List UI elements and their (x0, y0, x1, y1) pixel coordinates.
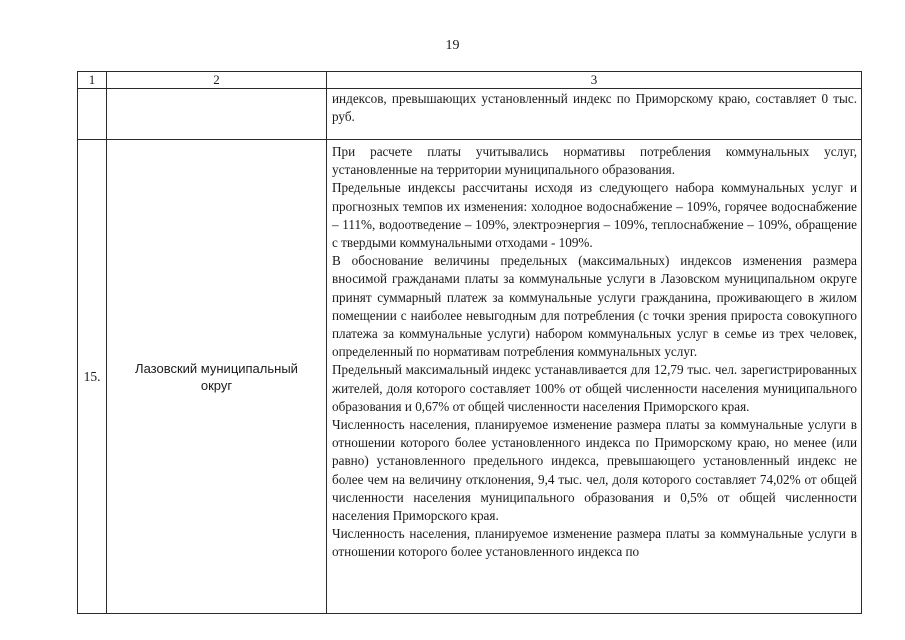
continued-paragraph: индексов, превышающих установленный индекс по Приморскому краю, составляет 0 тыс. руб. (332, 91, 857, 125)
row-number: 15. (78, 140, 107, 614)
table-header-row (78, 72, 862, 89)
paragraph-norms: При расчете платы учитывались нормативы потребления коммунальных услуг, установленные на территории муниципального образования. (332, 144, 857, 178)
paragraph-indices: Предельные индексы рассчитаны исходя из следующего набора коммунальных услуг и прогнозных темпов их изменения: холодное водоснабжение – 109%, горячее водоснабжение – 111%, водоотведение – 109%, электроэнергия – 109%, теплоснабжение – 109%, обращение с твердыми коммунальными отходами - 109%. (332, 180, 857, 251)
paragraph-population-above: Численность населения, планируемое изменение размера платы за коммунальные услуги в отношении которого более установленного индекса по (332, 526, 857, 560)
paragraph-justification: В обоснование величины предельных (максимальных) индексов изменения размера вносимой гражданами платы за коммунальные услуги в Лазовском муниципальном округе принят суммарный платеж за коммунальные услуги гражданина, проживающего в жилом помещении с наиболее невыгодным для потребления (с точки зрения прироста совокупного платежа за коммунальные услуги) набором коммунальных услуг в семье из трех человек, определенный по нормативам потребления коммунальных услуг. (332, 253, 857, 360)
description-cell (327, 140, 862, 614)
municipality-name: Лазовский муниципальный округ (107, 140, 327, 614)
page-number: 19 (445, 38, 460, 53)
table-row-continued (78, 89, 862, 140)
empty-number-cell (78, 89, 107, 140)
paragraph-population-deviation: Численность населения, планируемое изменение размера платы за коммунальные услуги в отношении которого более установленного индекса по Приморскому краю, но менее (или равно) установленного предельного индекса, превышающего установленный индекс не более чем на величину отклонения, 9,4 тыс. чел, доля которого составляет 74,02% от общей численности населения муниципального образования и 0,5% от общей численности населения Приморского края. (332, 417, 857, 524)
column-header-2: 2 (107, 72, 327, 89)
data-table (77, 71, 862, 614)
table-row (78, 140, 862, 614)
column-header-3: 3 (327, 72, 862, 89)
paragraph-max-index: Предельный максимальный индекс устанавливается для 12,79 тыс. чел. зарегистрированных жителей, доля которого составляет 100% от общей численности населения муниципального образования и 0,67% от общей численности населения Приморского края. (332, 362, 857, 414)
continued-text-cell (327, 89, 862, 140)
column-header-1: 1 (78, 72, 107, 89)
empty-name-cell (107, 89, 327, 140)
